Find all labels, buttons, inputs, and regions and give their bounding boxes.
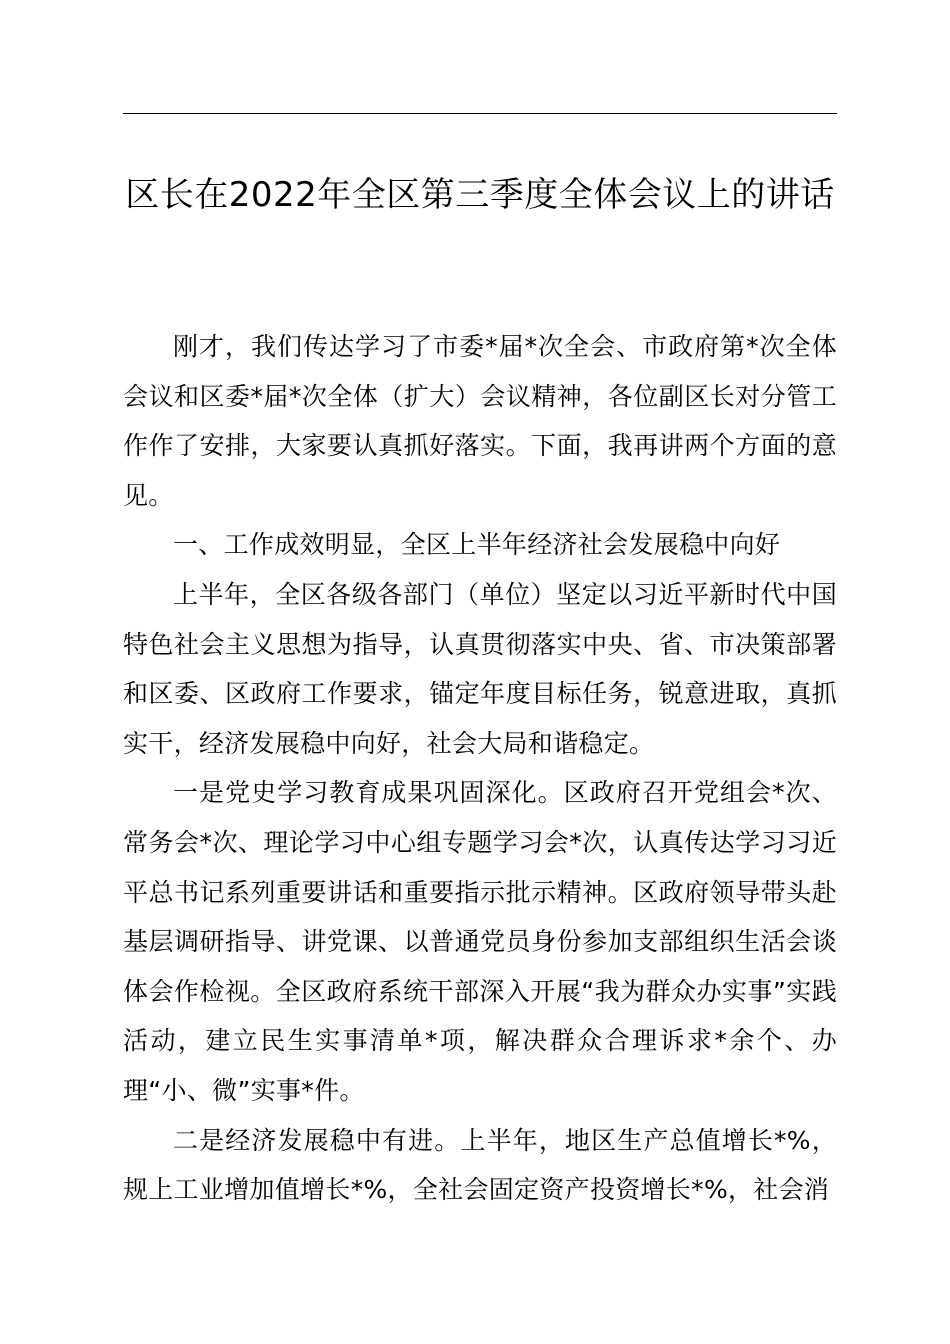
paragraph-point-1: 一是党史学习教育成果巩固深化。区政府召开党组会*次、常务会*次、理论学习中心组专题学习会*次，认真传达学习习近平总书记系列重要讲话和重要指示批示精神。区政府领导带头赴基层调研指导、讲党课、以普通党员身份参加支部组织生活会谈体会作检视。全区政府系统干部深入开展“我为群众办实事”实践活动，建立民生实事清单*项，解决群众合理诉求*余个、办理“小、微”实事*件。 [123,778,837,1105]
document-title: 区长在2022年全区第三季度全体会议上的讲话 [125,175,835,215]
section-heading-1: 一、工作成效明显，全区上半年经济社会发展稳中向好 [173,530,781,560]
paragraph-point-2: 二是经济发展稳中有进。上半年，地区生产总值增长*%，规上工业增加值增长*%，全社会固定资产投资增长*%，社会消 [123,1125,837,1205]
paragraph-intro: 刚才，我们传达学习了市委*届*次全会、市政府第*次全体会议和区委*届*次全体（扩大）会议精神，各位副区长对分管工作作了安排，大家要认真抓好落实。下面，我再讲两个方面的意见。 [123,332,837,510]
header-divider [123,113,837,114]
document-body [123,322,837,1215]
paragraph-overview: 上半年，全区各级各部门（单位）坚定以习近平新时代中国特色社会主义思想为指导，认真贯彻落实中央、省、市决策部署和区委、区政府工作要求，锚定年度目标任务，锐意进取，真抓实干，经济发展稳中向好，社会大局和谐稳定。 [123,579,837,758]
